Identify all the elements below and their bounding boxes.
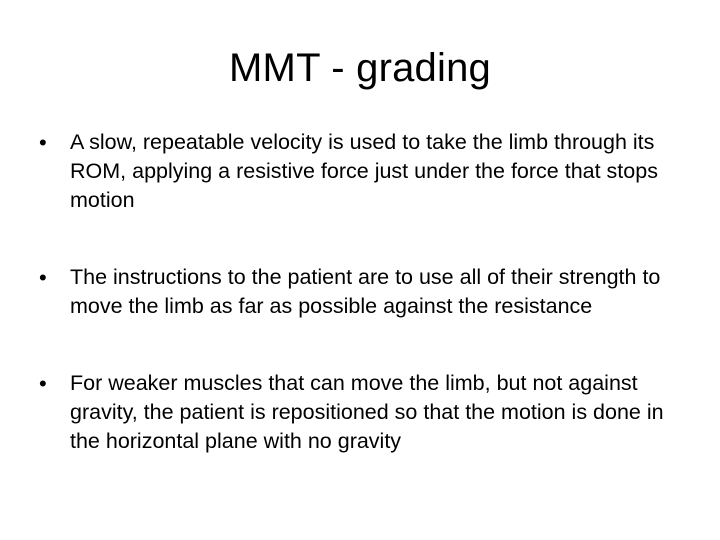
bullet-marker: •: [39, 265, 47, 290]
bullet-item-1: [36, 128, 686, 215]
bullet-text-1: A slow, repeatable velocity is used to take the limb through its ROM, applying a resistive force just under the force that stops motion: [70, 130, 658, 212]
bullet-item-2: [36, 263, 686, 321]
slide-title: MMT - grading: [229, 46, 491, 90]
bullet-text-2: The instructions to the patient are to use all of their strength to move the limb as far as possible against the resistance: [70, 265, 661, 318]
bullet-text-3: For weaker muscles that can move the limb, but not against gravity, the patient is repositioned so that the motion is done in the horizontal plane with no gravity: [70, 371, 664, 453]
bullet-item-3: [36, 369, 686, 456]
bullet-marker: •: [39, 130, 47, 155]
bullet-marker: •: [39, 371, 47, 396]
bullet-list: [36, 128, 686, 504]
